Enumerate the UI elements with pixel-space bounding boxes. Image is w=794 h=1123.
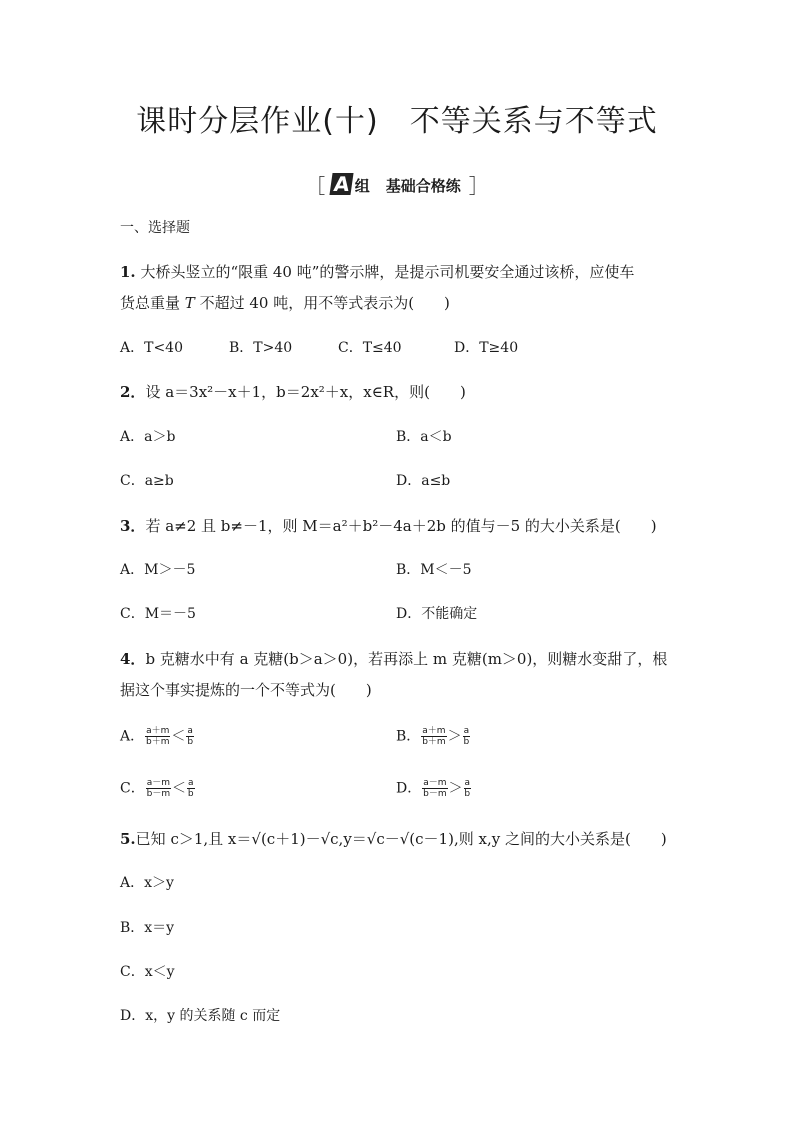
question-5 bbox=[120, 829, 667, 849]
numerator: a bbox=[463, 726, 470, 736]
question-number: 5. bbox=[120, 830, 136, 848]
option-c[interactable]: C．M＝－5 bbox=[120, 606, 196, 622]
denominator: b bbox=[187, 789, 194, 799]
question-3 bbox=[120, 516, 657, 536]
variable: T bbox=[184, 294, 195, 312]
option-b[interactable]: B．x＝y bbox=[120, 920, 175, 936]
option-d[interactable]: D．x，y 的关系随 c 而定 bbox=[120, 1008, 281, 1024]
group-letter-badge: A bbox=[330, 173, 355, 195]
denominator: b bbox=[464, 789, 471, 799]
denominator: b bbox=[463, 737, 470, 747]
option-d[interactable]: D．a≤b bbox=[396, 473, 451, 489]
numerator: a－m bbox=[146, 778, 171, 788]
numerator: a＋m bbox=[422, 726, 446, 736]
option-a[interactable]: A．x＞y bbox=[120, 875, 174, 891]
question-4-line2: 据这个事实提炼的一个不等式为( ) bbox=[120, 681, 372, 699]
option-c[interactable]: C．x＜y bbox=[120, 964, 175, 980]
option-label: B． bbox=[396, 728, 421, 745]
relation: ＜ bbox=[171, 728, 186, 745]
group-open-bracket: ［ bbox=[305, 174, 326, 198]
group-word: 组 bbox=[354, 177, 370, 195]
question-number: 4． bbox=[120, 650, 146, 668]
question-text: 已知 c＞1,且 x＝√(c＋1)－√c,y＝√c－√(c－1),则 x,y 之间的大小关系是( ) bbox=[135, 830, 667, 848]
question-number: 2． bbox=[120, 383, 146, 401]
question-1-line2 bbox=[120, 293, 450, 313]
question-text: 货总重量 bbox=[120, 294, 185, 312]
question-text: 大桥头竖立的“限重 40 吨”的警示牌，是提示司机要安全通过该桥，应使车 bbox=[140, 263, 635, 281]
numerator: a bbox=[188, 778, 194, 788]
option-c[interactable]: C．T≤40 bbox=[338, 340, 402, 356]
relation: ＜ bbox=[172, 780, 187, 797]
relation: ＞ bbox=[447, 728, 462, 745]
option-b[interactable]: B．a＜b bbox=[396, 429, 452, 445]
question-1 bbox=[120, 262, 634, 282]
fraction bbox=[146, 778, 171, 799]
option-c[interactable] bbox=[120, 778, 196, 799]
option-a[interactable]: A．a＞b bbox=[120, 429, 176, 445]
numerator: a bbox=[187, 726, 193, 736]
option-label: D． bbox=[396, 780, 422, 797]
numerator: a bbox=[464, 778, 471, 788]
option-a[interactable]: A．T<40 bbox=[120, 340, 183, 356]
denominator: b＋m bbox=[422, 737, 446, 747]
fraction bbox=[186, 726, 194, 747]
numerator: a－m bbox=[423, 778, 447, 788]
fraction bbox=[422, 778, 447, 799]
question-4 bbox=[120, 649, 667, 669]
group-name: 基础合格练 bbox=[385, 177, 461, 195]
fraction bbox=[463, 726, 471, 747]
fraction bbox=[464, 778, 472, 799]
question-number: 1. bbox=[120, 263, 136, 281]
option-b[interactable]: B．T>40 bbox=[229, 340, 293, 356]
numerator: a＋m bbox=[146, 726, 170, 736]
question-number: 3． bbox=[120, 517, 146, 535]
group-header bbox=[0, 170, 794, 199]
option-d[interactable] bbox=[396, 778, 472, 799]
section-title: 一、选择题 bbox=[120, 220, 190, 236]
option-c[interactable]: C．a≥b bbox=[120, 473, 174, 489]
option-label: A． bbox=[120, 728, 145, 745]
denominator: b－m bbox=[423, 789, 447, 799]
question-text: b 克糖水中有 a 克糖(b＞a＞0)，若再添上 m 克糖(m＞0)，则糖水变甜了，根 bbox=[145, 650, 668, 668]
option-label: C． bbox=[120, 780, 145, 797]
denominator: b＋m bbox=[146, 737, 170, 747]
denominator: b－m bbox=[146, 789, 171, 799]
option-a[interactable] bbox=[120, 726, 195, 747]
question-2 bbox=[120, 382, 466, 402]
option-d[interactable]: D．T≥40 bbox=[454, 340, 519, 356]
page-title: 课时分层作业(十) 不等关系与不等式 bbox=[136, 104, 658, 139]
option-b[interactable]: B．M＜－5 bbox=[396, 562, 472, 578]
fraction bbox=[421, 726, 446, 747]
question-text: 不超过 40 吨，用不等式表示为( ) bbox=[194, 294, 450, 312]
group-close-bracket: ］ bbox=[468, 174, 489, 198]
question-text: 若 a≠2 且 b≠－1，则 M＝a²＋b²－4a＋2b 的值与－5 的大小关系是( ) bbox=[145, 517, 657, 535]
fraction bbox=[145, 726, 170, 747]
question-text: 设 a＝3x²－x＋1，b＝2x²＋x，x∈R，则( ) bbox=[145, 383, 466, 401]
option-b[interactable] bbox=[396, 726, 471, 747]
denominator: b bbox=[187, 737, 194, 747]
fraction bbox=[187, 778, 195, 799]
relation: ＞ bbox=[448, 780, 463, 797]
option-d[interactable]: D．不能确定 bbox=[396, 606, 478, 622]
option-a[interactable]: A．M＞－5 bbox=[120, 562, 196, 578]
